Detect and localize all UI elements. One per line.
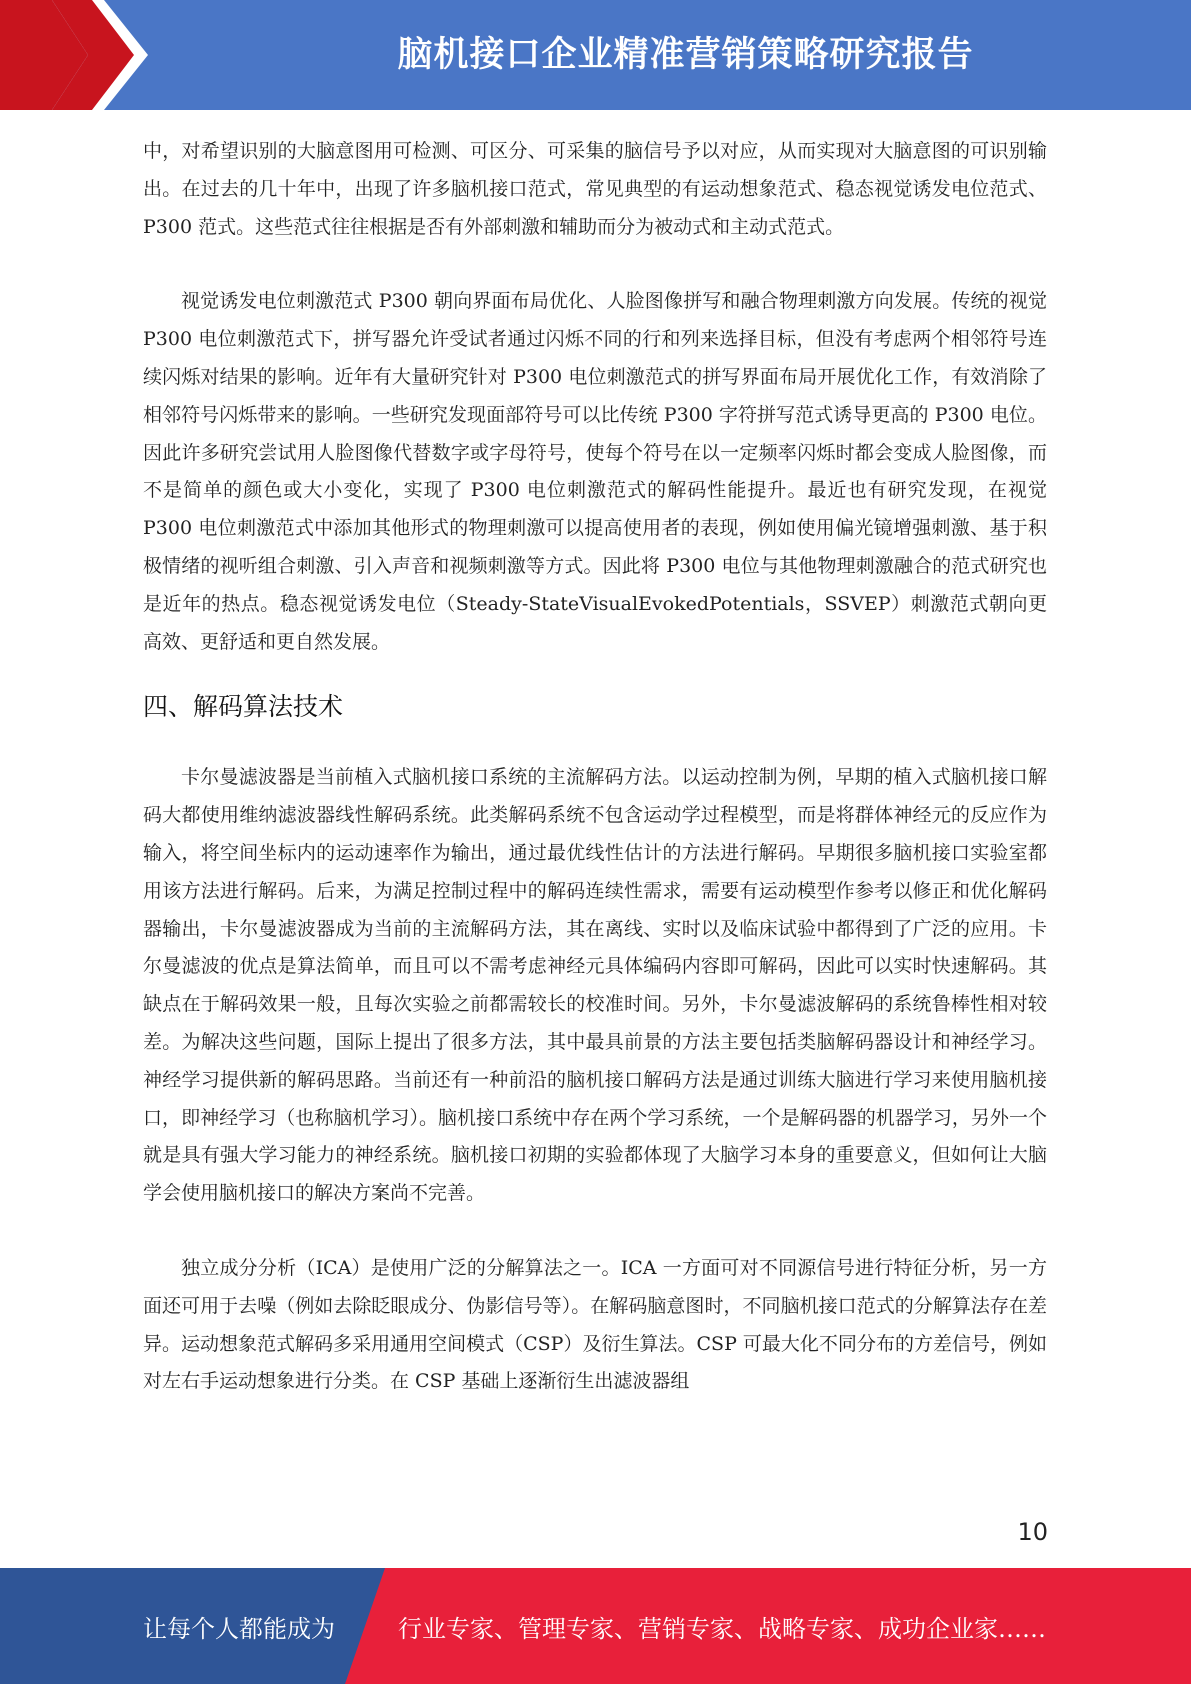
footer-slogan-left: 让每个人都能成为: [143, 1614, 335, 1643]
page-header: [0, 0, 1191, 110]
page-number: 10: [1017, 1518, 1048, 1546]
paragraph-2: 视觉诱发电位刺激范式 P300 朝向界面布局优化、人脸图像拼写和融合物理刺激方向发展。传统的视觉 P300 电位刺激范式下，拼写器允许受试者通过闪烁不同的行和列来选择目标，但没有考虑两个相邻符号连续闪烁对结果的影响。近年有大量研究针对 P300 电位刺激范式的拼写界面布局开展优化工作，有效消除了相邻符号闪烁带来的影响。一些研究发现面部符号可以比传统 P300 字符拼写范式诱导更高的 P300 电位。因此许多研究尝试用人脸图像代替数字或字母符号，使每个符号在以一定频率闪烁时都会变成人脸图像，而不是简单的颜色或大小变化，实现了 P300 电位刺激范式的解码性能提升。最近也有研究发现，在视觉 P300 电位刺激范式中添加其他形式的物理刺激可以提高使用者的表现，例如使用偏光镜增强刺激、基于积极情绪的视听组合刺激、引入声音和视频刺激等方式。因此将 P300 电位与其他物理刺激融合的范式研究也是近年的热点。稳态视觉诱发电位（Steady-StateVisualEvokedPotentials，SSVEP）刺激范式朝向更高效、更舒适和更自然发展。: [143, 290, 1047, 653]
header-arrow-decoration: [0, 0, 170, 110]
paragraph-3: 卡尔曼滤波器是当前植入式脑机接口系统的主流解码方法。以运动控制为例，早期的植入式脑机接口解码大都使用维纳滤波器线性解码系统。此类解码系统不包含运动学过程模型，而是将群体神经元的反应作为输入，将空间坐标内的运动速率作为输出，通过最优线性估计的方法进行解码。早期很多脑机接口实验室都用该方法进行解码。后来，为满足控制过程中的解码连续性需求，需要有运动模型作参考以修正和优化解码器输出，卡尔曼滤波器成为当前的主流解码方法，其在离线、实时以及临床试验中都得到了广泛的应用。卡尔曼滤波的优点是算法简单，而且可以不需考虑神经元具体编码内容即可解码，因此可以实时快速解码。其缺点在于解码效果一般，且每次实验之前都需较长的校准时间。另外，卡尔曼滤波解码的系统鲁棒性相对较差。为解决这些问题，国际上提出了很多方法，其中最具前景的方法主要包括类脑解码器设计和神经学习。神经学习提供新的解码思路。当前还有一种前沿的脑机接口解码方法是通过训练大脑进行学习来使用脑机接口，即神经学习（也称脑机学习）。脑机接口系统中存在两个学习系统，一个是解码器的机器学习，另外一个就是具有强大学习能力的神经系统。脑机接口初期的实验都体现了大脑学习本身的重要意义，但如何让大脑学会使用脑机接口的解决方案尚不完善。: [143, 766, 1047, 1205]
section-heading: 四、解码算法技术: [143, 692, 344, 722]
paragraph-4: 独立成分分析（ICA）是使用广泛的分解算法之一。ICA 一方面可对不同源信号进行特征分析，另一方面还可用于去噪（例如去除眨眼成分、伪影信号等）。在解码脑意图时，不同脑机接口范式的分解算法存在差异。运动想象范式解码多采用通用空间模式（CSP）及衍生算法。CSP 可最大化不同分布的方差信号，例如对左右手运动想象进行分类。在 CSP 基础上逐渐衍生出滤波器组: [143, 1256, 1047, 1393]
footer-slogan-right: 行业专家、管理专家、营销专家、战略专家、成功企业家……: [398, 1614, 1046, 1643]
header-title: 脑机接口企业精准营销策略研究报告: [397, 35, 974, 75]
page-body: [143, 133, 1047, 1401]
paragraph-1: 中，对希望识别的大脑意图用可检测、可区分、可采集的脑信号予以对应，从而实现对大脑意图的可识别输出。在过去的几十年中，出现了许多脑机接口范式，常见典型的有运动想象范式、稳态视觉诱发电位范式、P300 范式。这些范式往往根据是否有外部刺激和辅助而分为被动式和主动式范式。: [143, 140, 1047, 238]
page-footer: [0, 1568, 1191, 1684]
